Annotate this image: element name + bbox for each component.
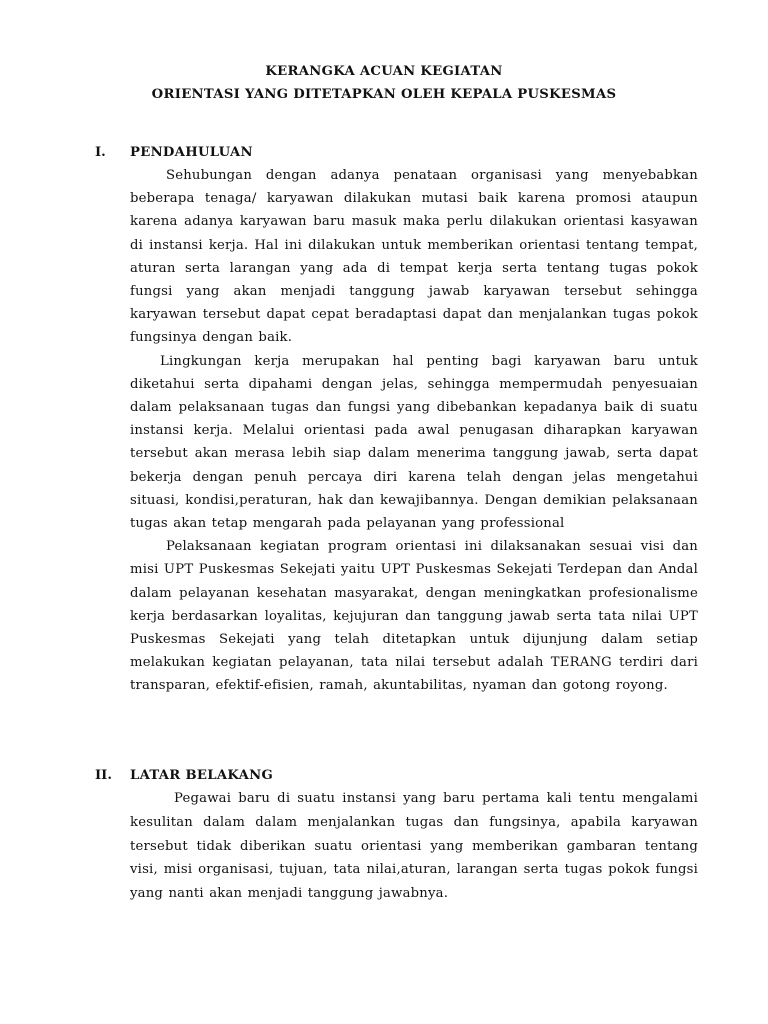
section-number: I. [95, 145, 106, 160]
paragraph: Pelaksanaan kegiatan program orientasi ini dilaksanakan sesuai visi dan misi UPT Puskesmas Sekejati yaitu UPT Puskesmas Sekejati Terdepan dan Andal dalam pelayanan kesehatan masyarakat, dengan meningkatkan profesionalisme kerja berdasarkan loyalitas, kejujuran dan tanggung jawab serta tata nilai UPT Puskesmas Sekejati yang telah ditetapkan untuk dijunjung dalam setiap melakukan kegiatan pelayanan, tata nilai tersebut adalah TERANG terdiri dari transparan, efektif-efisien, ramah, akuntabilitas, nyaman dan gotong royong. [130, 539, 698, 694]
section-pendahuluan [0, 141, 768, 698]
section-header [0, 764, 768, 787]
document-title-block [0, 60, 768, 106]
paragraph: Lingkungan kerja merupakan hal penting bagi karyawan baru untuk diketahui serta dipahami dengan jelas, sehingga mempermudah penyesuaian dalam pelaksanaan tugas dan fungsi yang dibebankan kepadanya baik di suatu instansi kerja. Melalui orientasi pada awal penugasan diharapkan karyawan tersebut akan merasa lebih siap dalam menerima tanggung jawab, serta dapat bekerja dengan penuh percaya diri karena telah dengan jelas mengetahui situasi, kondisi,peraturan, hak dan kewajibannya. Dengan demikian pelaksanaan tugas akan tetap mengarah pada pelayanan yang professional [130, 353, 698, 532]
document-subtitle: ORIENTASI YANG DITETAPKAN OLEH KEPALA PUSKESMAS [151, 87, 617, 102]
section-latar-belakang [0, 764, 768, 906]
section-number: II. [95, 768, 112, 783]
paragraph: Sehubungan dengan adanya penataan organisasi yang menyebabkan beberapa tenaga/ karyawan dilakukan mutasi baik karena promosi ataupun karena adanya karyawan baru masuk maka perlu dilakukan orientasi kasyawan di instansi kerja. Hal ini dilakukan untuk memberikan orientasi tentang tempat, aturan serta larangan yang ada di tempat kerja serta tentang tugas pokok fungsi yang akan menjadi tanggung jawab karyawan tersebut sehingga karyawan tersebut dapat cepat beradaptasi dapat dan menjalankan tugas pokok fungsinya dengan baik. [130, 168, 698, 346]
document-title: KERANGKA ACUAN KEGIATAN [265, 64, 503, 79]
section-header [0, 141, 768, 164]
section-heading: PENDAHULUAN [130, 145, 253, 160]
paragraph: Pegawai baru di suatu instansi yang baru pertama kali tentu mengalami kesulitan dalam dalam menjalankan tugas dan fungsinya, apabila karyawan tersebut tidak diberikan suatu orientasi yang memberikan gambaran tentang visi, misi organisasi, tujuan, tata nilai,aturan, larangan serta tugas pokok fungsi yang nanti akan menjadi tanggung jawabnya. [130, 791, 698, 902]
section-heading: LATAR BELAKANG [130, 768, 274, 783]
